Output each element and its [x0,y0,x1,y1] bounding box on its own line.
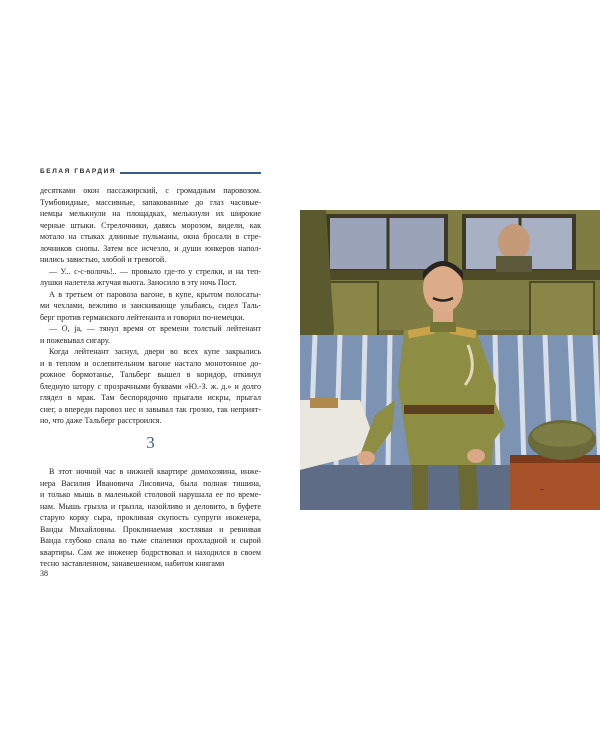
text-line: немцы мелькнули на площадках, мелькнули их широкие [40,209,261,218]
text-line: и только мышь в маленькой столовой нарушала ее по време- [40,490,261,499]
text-block-1 [40,185,261,427]
text-line: А в третьем от паровоза вагоне, в купе, крытом полосаты- [49,289,261,299]
text-line: тесно заставленном, занавешенном, набитом книгами [40,559,225,568]
chapter-number: 3 [146,433,155,452]
text-line: рожное бормотанье, Тальберг вышел в коридор, откинул [40,370,261,379]
text-line: Когда лейтенант заснул, двери во всех купе закрылись [49,347,261,356]
text-line: мотало на стыках длинные пульманы, окна бросали в стре- [40,232,261,241]
text-line: черные штыки. Стрелочники, давясь морозом, видели, как [40,220,261,230]
painting [300,210,600,510]
text-line: бледную штору с прозрачными буквами «Ю.-З. ж. д.» и долго [40,381,261,391]
text-line: нам. Мышь грызла и грызла, назойливо и деловито, в буфете [40,501,261,511]
text-line: нились завистью, злобой и тревогой. [40,255,167,264]
text-line: берг против германского лейтенанта и говорил по-немецки. [40,312,245,322]
text-line: Ванда глубоко спала во тьме спаленки прохладной и сырой [40,536,261,545]
text-line: десятками окон пассажирский, с громадным паровозом. [40,186,261,195]
text-line: квартиры. Сам же инженер бодрствовал и находился в своем [40,547,261,557]
text-line: и пожевывал сигару. [40,335,110,345]
text-line: лушки налетела жгучая вьюга. Заносило в эту ночь Пост. [40,278,237,287]
text-line: Ванды Михайловны. Проклинаемая костлявая и ревнивая [40,524,261,534]
book-title: БЕЛАЯ ГВАРДИЯ [40,167,120,177]
running-header [40,167,261,179]
text-line: но, что даже Тальберг расстроился. [40,416,162,425]
text-line: ми чехлами, вежливо и заискивающе улыбаясь, сидел Таль- [40,301,261,310]
text-line: глядел в мрак. Там беспорядочно прыгали искры, прыгал [40,393,261,402]
text-line: и в теплом и ослепительном вагоне настало монотонное до- [40,358,261,368]
text-line: — У... с-с-волочь!.. — провыло где-то у стрелки, и на теп- [49,266,261,276]
text-line: Тумбовидные, массивные, запакованные до глаз часовые- [40,197,261,207]
text-line: нера Василия Ивановича Лисовича, была полная тишина, [40,478,261,488]
text-line: старую корку сыра, проклиная скупость супруги инженера, [40,513,261,522]
text-line: — О, ja, — тянул время от времени толстый лейтенант [49,324,261,333]
svg-text:~: ~ [540,487,545,494]
text-line: лочников снопы. Затем все исчезло, и души юнкеров напол- [40,243,261,253]
text-line: снег, а впереди паровоз нес и завывал так грозно, так неприят- [40,404,261,414]
illustration-officer-in-train [300,210,600,510]
text-line: В этот ночной час в нижней квартире домохозяина, инже- [49,467,261,476]
text-block-2 [40,466,261,570]
page-number: 38 [40,569,48,578]
